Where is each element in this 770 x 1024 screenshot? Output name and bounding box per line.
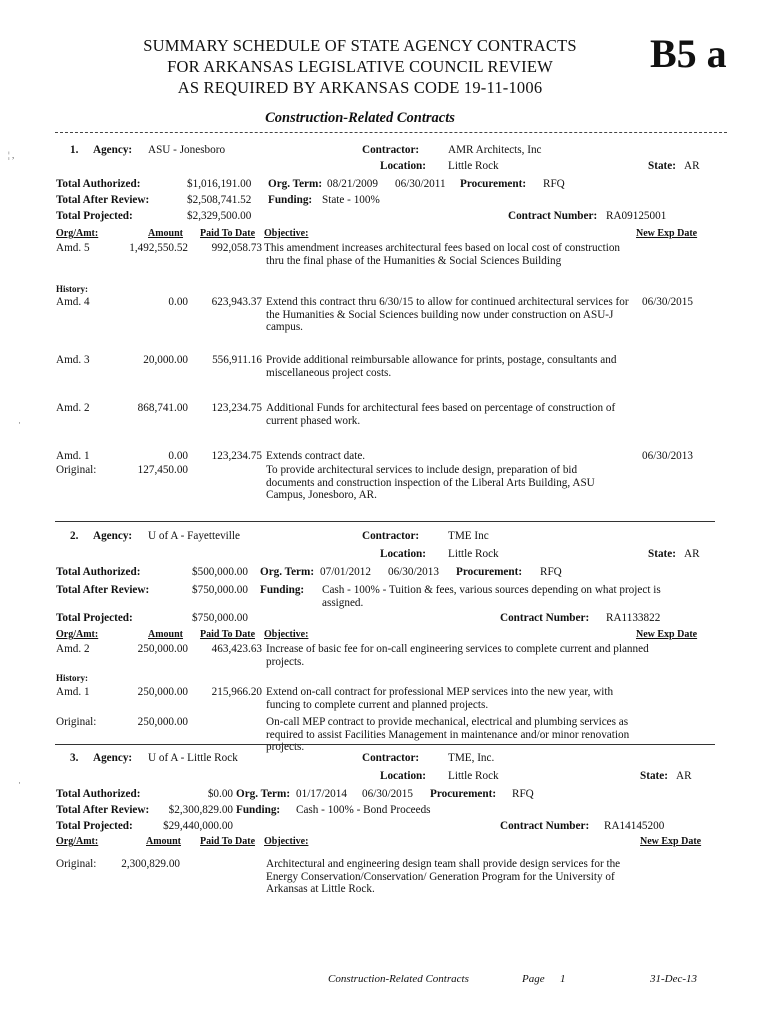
term-start: 08/21/2009 [327, 178, 378, 190]
org-term-label: Org. Term: [236, 788, 291, 800]
col-paid-to-date: Paid To Date [200, 228, 256, 239]
state-label: State: [648, 160, 676, 172]
footer-page-number: 1 [560, 973, 566, 985]
contractor-label: Contractor: [362, 752, 420, 764]
header-line-3: AS REQUIRED BY ARKANSAS CODE 19-11-1006 [177, 78, 543, 97]
total-authorized-value: $500,000.00 [192, 566, 248, 578]
procurement-label: Procurement: [430, 788, 497, 800]
history-label: History: [56, 673, 88, 683]
row-label: Amd. 1 [56, 450, 90, 462]
row-objective: On-call MEP contract to provide mechanical, electrical and plumbing services as required to assist Facilities Management in maintenance and/or minor renovation projects. [266, 716, 630, 753]
row-amount: 1,492,550.52 [129, 242, 188, 254]
row-paid: 215,966.20 [211, 686, 262, 698]
location-value: Little Rock [448, 770, 499, 782]
row-label: Amd. 5 [56, 242, 90, 254]
location-label: Location: [380, 770, 426, 782]
row-label: Original: [56, 464, 97, 476]
total-after-review-label: Total After Review: [56, 804, 150, 816]
total-projected-value: $750,000.00 [192, 612, 248, 624]
contractor-value: TME Inc [448, 530, 489, 542]
row-exp-date: 06/30/2013 [642, 450, 693, 462]
agency-value: ASU - Jonesboro [148, 144, 226, 156]
contract-number-index: 2. [70, 530, 79, 542]
footer-date: 31-Dec-13 [650, 973, 698, 985]
contract-number-label: Contract Number: [500, 820, 590, 832]
row-amount: 250,000.00 [137, 686, 188, 698]
total-authorized-value: $0.00 [207, 788, 233, 800]
col-new-exp-date: New Exp Date [636, 629, 698, 640]
total-after-review-label: Total After Review: [56, 584, 150, 596]
agency-label: Agency: [93, 530, 133, 542]
history-label: History: [56, 284, 88, 294]
procurement-label: Procurement: [460, 178, 527, 190]
row-amount: 250,000.00 [137, 643, 188, 655]
row-amount: 127,450.00 [137, 464, 188, 476]
col-amount: Amount [148, 629, 184, 640]
col-paid-to-date: Paid To Date [200, 836, 256, 847]
funding-value: Cash - 100% - Tuition & fees, various sources depending on what project is assigned. [322, 584, 661, 609]
page-subtitle: Construction-Related Contracts [265, 110, 455, 126]
row-paid: 463,423.63 [211, 643, 262, 655]
margin-mark: · [18, 418, 21, 428]
row-label: Amd. 3 [56, 354, 90, 366]
total-authorized-label: Total Authorized: [56, 788, 141, 800]
row-objective: Additional Funds for architectural fees based on percentage of construction of current phased work. [266, 402, 616, 427]
state-value: AR [676, 770, 692, 782]
footer-section-name: Construction-Related Contracts [328, 973, 469, 985]
row-amount: 868,741.00 [137, 402, 188, 414]
total-projected-value: $2,329,500.00 [187, 210, 252, 222]
row-objective: Provide additional reimbursable allowance for prints, postage, consultants and miscellaneous project costs. [266, 354, 617, 379]
col-amount: Amount [148, 228, 184, 239]
total-authorized-label: Total Authorized: [56, 178, 141, 190]
row-objective: Extends contract date. [266, 450, 366, 462]
procurement-value: RFQ [540, 566, 562, 578]
term-start: 07/01/2012 [320, 566, 371, 578]
contract-number-index: 1. [70, 144, 79, 156]
row-paid: 556,911.16 [212, 354, 262, 366]
total-after-review-value: $2,300,829.00 [168, 804, 233, 816]
row-amount: 0.00 [168, 296, 188, 308]
schedule-code-badge: B5 a [650, 31, 727, 76]
org-term-label: Org. Term: [260, 566, 315, 578]
total-after-review-value: $750,000.00 [192, 584, 248, 596]
contract-number-value: RA1133822 [606, 612, 661, 624]
total-projected-value: $29,440,000.00 [163, 820, 233, 832]
footer-page-label: Page [522, 973, 545, 985]
location-value: Little Rock [448, 160, 499, 172]
funding-label: Funding: [236, 804, 281, 816]
section-divider [55, 744, 715, 745]
row-paid: 123,234.75 [211, 450, 262, 462]
total-projected-label: Total Projected: [56, 612, 133, 624]
header-line-1: SUMMARY SCHEDULE OF STATE AGENCY CONTRACTS [143, 36, 577, 55]
row-objective: This amendment increases architectural fees based on local cost of construction thru the final phase of the Humanities & Social Sciences Building [264, 242, 621, 267]
contractor-value: AMR Architects, Inc [448, 144, 542, 156]
col-org-amt: Org/Amt: [56, 629, 99, 640]
contract-number-index: 3. [70, 752, 79, 764]
procurement-value: RFQ [543, 178, 565, 190]
total-after-review-value: $2,508,741.52 [187, 194, 252, 206]
agency-label: Agency: [93, 144, 133, 156]
total-after-review-label: Total After Review: [56, 194, 150, 206]
funding-label: Funding: [268, 194, 313, 206]
contract-number-label: Contract Number: [508, 210, 598, 222]
col-org-amt: Org/Amt: [56, 836, 99, 847]
state-value: AR [684, 160, 700, 172]
row-label: Amd. 2 [56, 643, 90, 655]
agency-value: U of A - Fayetteville [148, 530, 240, 542]
row-paid: 623,943.37 [211, 296, 262, 308]
row-objective: To provide architectural services to include design, preparation of bid documents and construction inspection of the Liberal Arts Building, ASU Campus, Jonesboro, AR. [266, 464, 595, 501]
col-amount: Amount [146, 836, 182, 847]
contract-number-value: RA09125001 [606, 210, 667, 222]
row-objective: Extend this contract thru 6/30/15 to allow for continued architectural services for the Humanities & Social Sciences building now under construction on ASU-J campus. [266, 296, 629, 333]
col-new-exp-date: New Exp Date [636, 228, 698, 239]
state-label: State: [648, 548, 676, 560]
margin-mark: · [18, 778, 21, 788]
col-objective: Objective: [264, 228, 309, 239]
row-label: Amd. 1 [56, 686, 90, 698]
col-objective: Objective: [264, 629, 309, 640]
agency-value: U of A - Little Rock [148, 752, 238, 764]
row-objective: Architectural and engineering design team shall provide design services for the Energy Conservation/Conservation/ Generation Program for the University of Arkansas at Little Rock. [266, 858, 621, 895]
org-term-label: Org. Term: [268, 178, 323, 190]
row-amount: 20,000.00 [143, 354, 188, 366]
state-label: State: [640, 770, 668, 782]
term-end: 06/30/2011 [395, 178, 446, 190]
row-paid: 992,058.73 [211, 242, 262, 254]
funding-label: Funding: [260, 584, 305, 596]
row-amount: 0.00 [168, 450, 188, 462]
header-line-2: FOR ARKANSAS LEGISLATIVE COUNCIL REVIEW [167, 57, 553, 76]
funding-value: Cash - 100% - Bond Proceeds [296, 804, 431, 816]
agency-label: Agency: [93, 752, 133, 764]
row-paid: 123,234.75 [211, 402, 262, 414]
procurement-value: RFQ [512, 788, 534, 800]
col-objective: Objective: [264, 836, 309, 847]
term-start: 01/17/2014 [296, 788, 347, 800]
contractor-label: Contractor: [362, 530, 420, 542]
row-label: Original: [56, 858, 97, 870]
term-end: 06/30/2015 [362, 788, 413, 800]
procurement-label: Procurement: [456, 566, 523, 578]
row-exp-date: 06/30/2015 [642, 296, 693, 308]
section-divider [55, 521, 715, 522]
row-objective: Increase of basic fee for on-call engineering services to complete current and planned projects. [266, 643, 649, 668]
term-end: 06/30/2013 [388, 566, 439, 578]
col-org-amt: Org/Amt: [56, 228, 99, 239]
row-amount: 2,300,829.00 [121, 858, 180, 870]
col-new-exp-date: New Exp Date [640, 836, 702, 847]
state-value: AR [684, 548, 700, 560]
location-label: Location: [380, 160, 426, 172]
top-divider [55, 132, 727, 133]
funding-value: State - 100% [322, 194, 380, 206]
row-objective: Extend on-call contract for professional MEP services into the new year, with funcing to complete current and planned projects. [266, 686, 614, 711]
row-label: Original: [56, 716, 97, 728]
total-projected-label: Total Projected: [56, 210, 133, 222]
total-authorized-value: $1,016,191.00 [187, 178, 252, 190]
contract-number-value: RA14145200 [604, 820, 665, 832]
total-authorized-label: Total Authorized: [56, 566, 141, 578]
location-label: Location: [380, 548, 426, 560]
contractor-label: Contractor: [362, 144, 420, 156]
location-value: Little Rock [448, 548, 499, 560]
total-projected-label: Total Projected: [56, 820, 133, 832]
col-paid-to-date: Paid To Date [200, 629, 256, 640]
row-amount: 250,000.00 [137, 716, 188, 728]
row-label: Amd. 4 [56, 296, 90, 308]
row-label: Amd. 2 [56, 402, 90, 414]
margin-mark: ¦ , [8, 150, 15, 160]
contract-number-label: Contract Number: [500, 612, 590, 624]
contractor-value: TME, Inc. [448, 752, 495, 764]
